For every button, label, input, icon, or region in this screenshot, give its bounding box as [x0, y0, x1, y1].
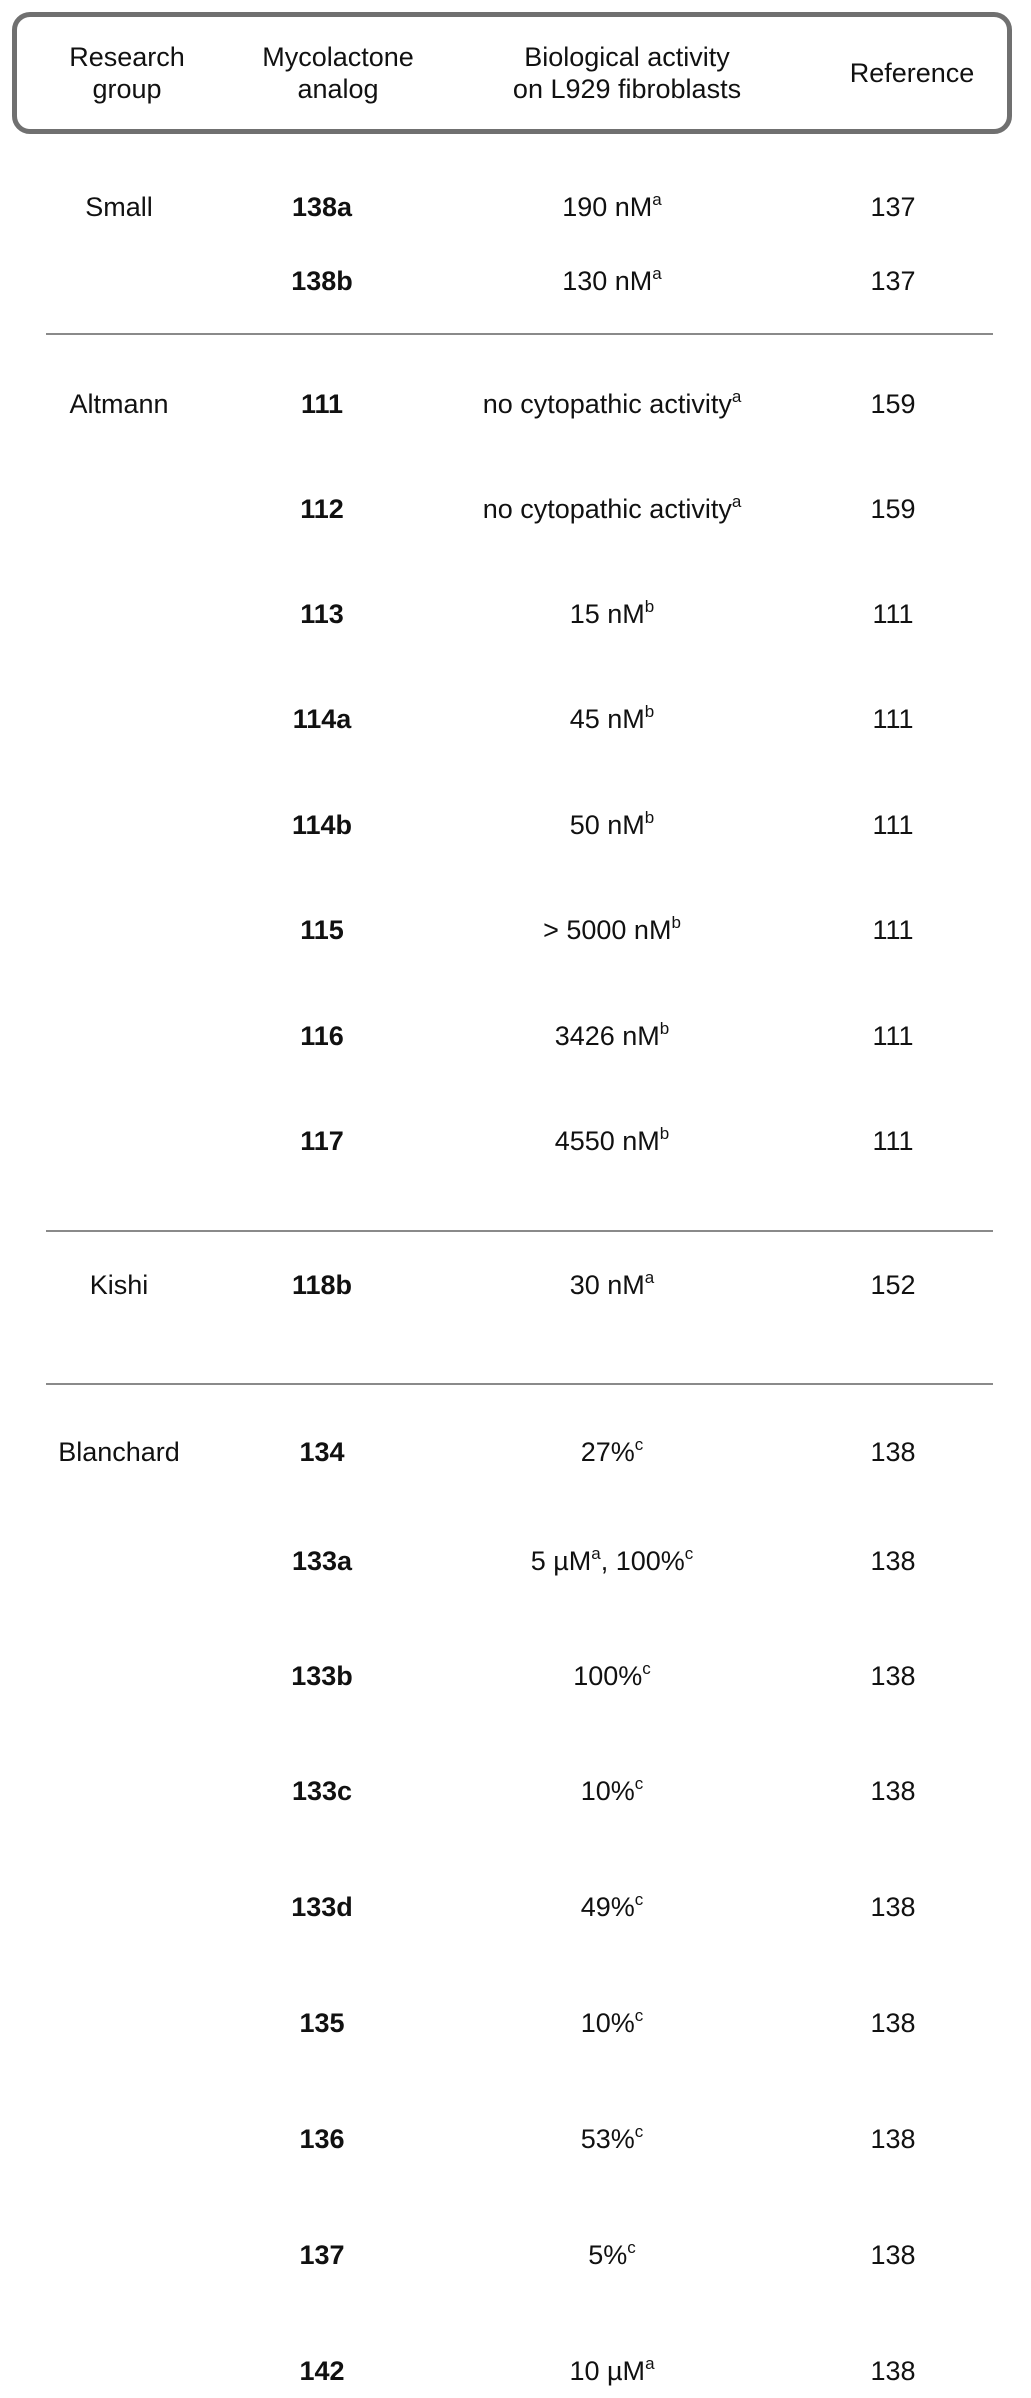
activity-text: 3426 nM	[554, 1021, 660, 1051]
activity-text: 27%	[580, 1437, 635, 1467]
footnote-marker: a	[644, 1268, 655, 1287]
activity-text: , 100%	[600, 1546, 685, 1576]
activity-value	[562, 191, 662, 223]
activity-text: no cytopathic activity	[482, 494, 732, 524]
group-divider	[46, 333, 993, 335]
reference-number: 111	[872, 915, 914, 945]
reference-number: 137	[870, 266, 916, 296]
analog-id: 142	[299, 2356, 345, 2386]
header-mycolactone-analog: Mycolactone analog	[262, 42, 414, 104]
footnote-marker: b	[644, 808, 655, 827]
activity-value	[581, 2007, 644, 2039]
reference-number: 138	[870, 2124, 916, 2154]
activity-value	[483, 493, 742, 525]
footnote-marker: c	[684, 1544, 694, 1563]
activity-value	[562, 265, 662, 297]
analog-id: 111	[300, 389, 344, 419]
reference-number: 111	[872, 1126, 914, 1156]
analog-id: 137	[299, 2240, 345, 2270]
activity-text: 53%	[580, 2124, 635, 2154]
activity-text: 10 µM	[569, 2356, 646, 2386]
footnote-marker: c	[634, 1435, 644, 1454]
activity-text: 5%	[588, 2240, 628, 2270]
footnote-marker: a	[652, 264, 662, 283]
group-divider	[46, 1383, 993, 1385]
activity-text: 130 nM	[562, 266, 653, 296]
footnote-marker: c	[634, 1890, 644, 1909]
analog-id: 114a	[292, 704, 352, 734]
activity-text: 15 nM	[569, 599, 645, 629]
footnote-marker: c	[627, 2238, 636, 2257]
activity-text: 49%	[580, 1892, 635, 1922]
activity-value	[588, 2239, 636, 2271]
footnote-marker: b	[644, 597, 655, 616]
activity-text: 10%	[580, 1776, 635, 1806]
analog-id: 138b	[291, 266, 353, 296]
analog-id: 115	[300, 915, 344, 945]
analog-id: 138a	[291, 192, 353, 222]
reference-number: 111	[872, 1021, 914, 1051]
activity-value	[555, 1020, 670, 1052]
research-group-label: Small	[85, 192, 153, 222]
analog-id: 136	[299, 2124, 345, 2154]
activity-value	[573, 1660, 651, 1692]
activity-text: 5 µM	[530, 1546, 592, 1576]
group-divider	[46, 1230, 993, 1232]
reference-number: 138	[870, 1546, 916, 1576]
reference-number: 152	[870, 1270, 916, 1300]
reference-number: 111	[872, 704, 914, 734]
reference-number: 138	[870, 2240, 916, 2270]
footnote-marker: c	[634, 2122, 644, 2141]
reference-number: 138	[870, 1437, 916, 1467]
activity-text: 10%	[580, 2008, 635, 2038]
analog-id: 134	[299, 1437, 345, 1467]
footnote-marker: a	[652, 190, 662, 209]
reference-number: 111	[872, 810, 914, 840]
reference-number: 138	[870, 2356, 916, 2386]
activity-value	[570, 1269, 655, 1301]
analog-id: 114b	[291, 810, 353, 840]
activity-text: no cytopathic activity	[482, 389, 732, 419]
footnote-marker: b	[659, 1019, 670, 1038]
analog-id: 112	[300, 494, 344, 524]
activity-value	[581, 1436, 644, 1468]
activity-text: 100%	[573, 1661, 643, 1691]
footnote-marker: a	[731, 387, 742, 406]
research-group-label: Blanchard	[58, 1437, 180, 1467]
header-research-group: Research group	[69, 42, 185, 104]
activity-value	[555, 1125, 670, 1157]
activity-text: 45 nM	[569, 704, 645, 734]
reference-number: 138	[870, 1776, 916, 1806]
reference-number: 159	[870, 494, 916, 524]
footnote-marker: c	[642, 1659, 651, 1678]
activity-value	[531, 1545, 694, 1577]
analog-id: 135	[299, 2008, 345, 2038]
activity-text: 190 nM	[562, 192, 653, 222]
footnote-marker: a	[645, 2354, 655, 2373]
analog-id: 113	[300, 599, 344, 629]
reference-number: 111	[872, 599, 914, 629]
reference-number: 159	[870, 389, 916, 419]
activity-value	[581, 1891, 644, 1923]
analog-id: 133d	[291, 1892, 353, 1922]
activity-value	[581, 1775, 644, 1807]
activity-value	[570, 809, 655, 841]
footnote-marker: c	[634, 1774, 644, 1793]
analog-id: 133c	[291, 1776, 353, 1806]
activity-text: 50 nM	[569, 810, 645, 840]
analog-id: 117	[300, 1126, 344, 1156]
header-biological-activity: Biological activity on L929 fibroblasts	[512, 42, 742, 104]
footnote-marker: b	[644, 702, 655, 721]
activity-text: > 5000 nM	[543, 915, 672, 945]
activity-value	[570, 703, 655, 735]
reference-number: 137	[870, 192, 916, 222]
analog-id: 133b	[291, 1661, 353, 1691]
reference-number: 138	[870, 1661, 916, 1691]
footnote-marker: b	[659, 1124, 670, 1143]
activity-value	[543, 914, 681, 946]
activity-value	[570, 598, 655, 630]
analog-id: 116	[300, 1021, 344, 1051]
footnote-marker: a	[591, 1544, 601, 1563]
activity-text: 4550 nM	[554, 1126, 660, 1156]
reference-number: 138	[870, 1892, 916, 1922]
research-group-label: Kishi	[89, 1270, 149, 1300]
research-group-label: Altmann	[69, 389, 169, 419]
analog-id: 133a	[291, 1546, 353, 1576]
activity-text: 30 nM	[569, 1270, 645, 1300]
activity-value	[569, 2355, 654, 2387]
activity-value	[581, 2123, 644, 2155]
analog-id: 118b	[291, 1270, 353, 1300]
activity-value	[483, 388, 742, 420]
reference-number: 138	[870, 2008, 916, 2038]
footnote-marker: b	[671, 913, 681, 932]
footnote-marker: c	[634, 2006, 644, 2025]
header-reference: Reference	[849, 58, 975, 88]
footnote-marker: a	[731, 492, 742, 511]
